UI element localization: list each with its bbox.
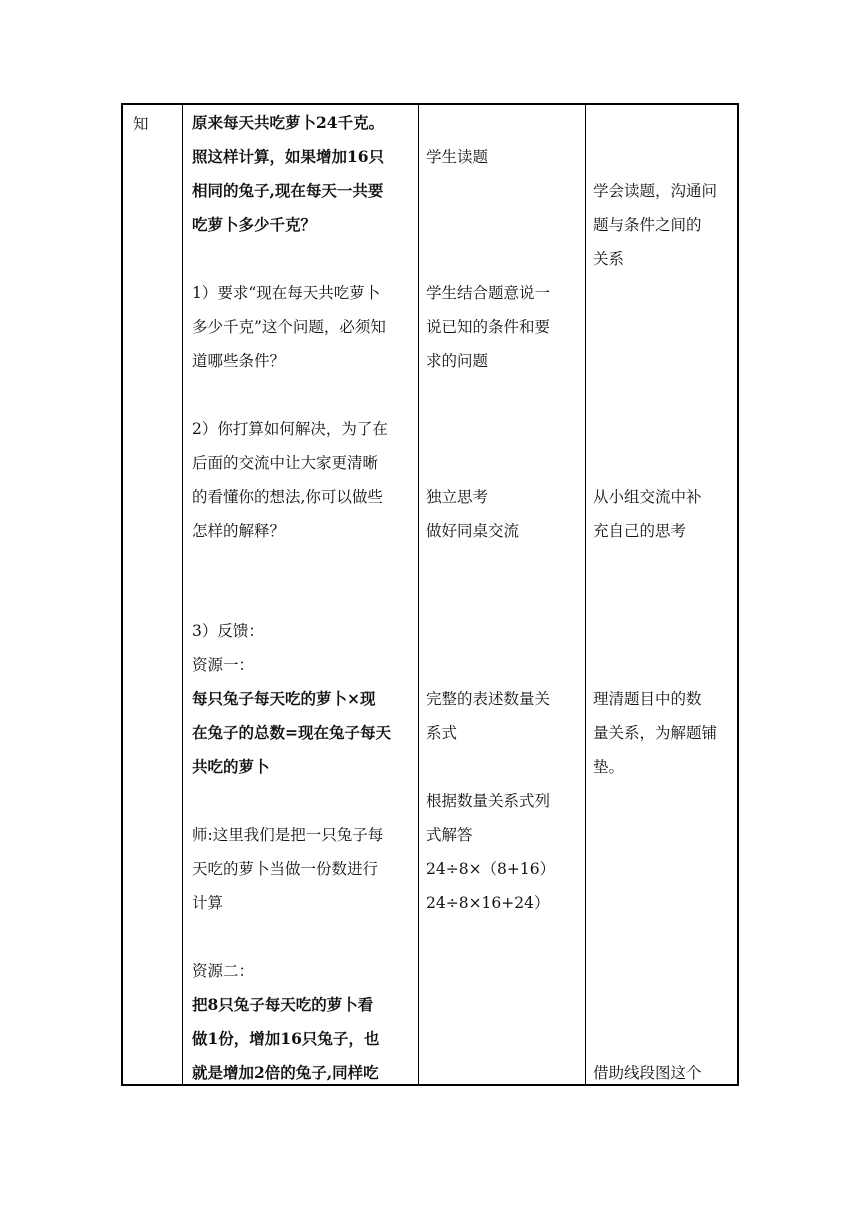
col3-text-line: 从小组交流中补 (593, 488, 702, 506)
col2-text-line: 式解答 (426, 826, 473, 844)
col2-text-line: 24÷8×16+24） (426, 894, 550, 912)
col2-text-line: 完整的表述数量关 (426, 690, 551, 708)
col2-text-line: 系式 (426, 724, 458, 742)
col1-text-line: 在兔子的总数=现在兔子每天 (192, 723, 391, 742)
col1-text-line: 计算 (192, 894, 224, 912)
col2-text-line: 说已知的条件和要 (426, 318, 551, 336)
col1-text-line: 共吃的萝卜 (192, 757, 270, 776)
col1-text-line: 资源二： (192, 962, 255, 980)
col1-text-line: 道哪些条件？ (192, 352, 286, 370)
col2-text-line: 独立思考 (426, 488, 489, 506)
col3-text-line: 借助线段图这个 (593, 1064, 702, 1082)
col3-text-line: 充自己的思考 (593, 522, 687, 540)
col1-text-line: 师:这里我们是把一只兔子每 (192, 826, 384, 844)
col1-text-line: 每只兔子每天吃的萝卜×现 (192, 689, 376, 708)
col2-text-line: 24÷8×（8+16） (426, 860, 556, 878)
col1-text-line: 后面的交流中让大家更清晰 (192, 454, 379, 472)
design-intent-column (587, 105, 737, 1084)
col1-text-line: 把8只兔子每天吃的萝卜看 (192, 995, 374, 1014)
col1-text-line: 资源一： (192, 656, 255, 674)
col1-text-line: 原来每天共吃萝卜24千克。 (192, 113, 385, 132)
col1-text-line: 相同的兔子,现在每天一共要 (192, 181, 384, 200)
teacher-activity-column (184, 105, 419, 1084)
col1-text-line: 的看懂你的想法,你可以做些 (192, 488, 383, 506)
col3-text-line: 关系 (593, 250, 625, 268)
col1-text-line: 天吃的萝卜当做一份数进行 (192, 860, 379, 878)
col2-text-line: 学生读题 (426, 148, 489, 166)
col1-text-line: 就是增加2倍的兔子,同样吃 (192, 1063, 379, 1082)
col3-text-line: 垫。 (593, 758, 625, 776)
col3-text-line: 理清题目中的数 (593, 690, 702, 708)
col2-text-line: 做好同桌交流 (426, 522, 520, 540)
col2-text-line: 求的问题 (426, 352, 489, 370)
col1-text-line: 3）反馈： (192, 622, 264, 640)
col1-text-line: 2）你打算如何解决，为了在 (192, 420, 388, 438)
col1-text-line: 照这样计算，如果增加16只 (192, 147, 385, 166)
col1-text-line: 1）要求“现在每天共吃萝卜 (192, 284, 381, 302)
col3-text-line: 学会读题，沟通问 (593, 182, 718, 200)
col3-text-line: 题与条件之间的 (593, 216, 702, 234)
stage-label: 知 (133, 115, 149, 133)
col2-text-line: 根据数量关系式列 (426, 792, 551, 810)
col1-text-line: 吃萝卜多少千克？ (192, 215, 317, 234)
col1-text-line: 怎样的解释？ (192, 522, 286, 540)
col3-text-line: 量关系，为解题铺 (593, 724, 718, 742)
col1-text-line: 多少千克”这个问题，必须知 (192, 318, 386, 336)
col2-text-line: 学生结合题意说一 (426, 284, 551, 302)
student-activity-column (420, 105, 586, 1084)
stage-column (123, 105, 183, 1084)
lesson-plan-table (121, 103, 739, 1086)
col1-text-line: 做1份，增加16只兔子，也 (192, 1029, 380, 1048)
